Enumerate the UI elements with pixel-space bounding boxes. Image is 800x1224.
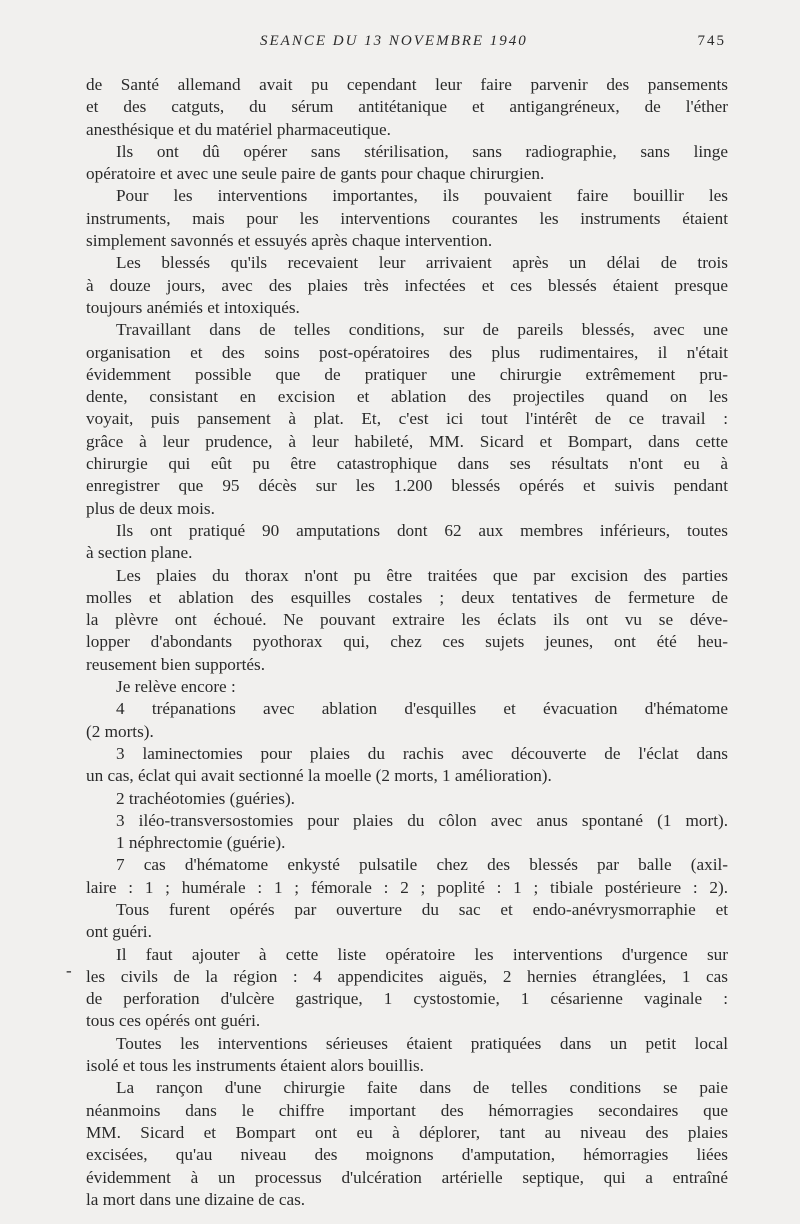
text-line: simplement savonnés et essuyés après chaque intervention.	[86, 231, 493, 251]
text-line: 3 laminectomies pour plaies du rachis avec découverte de l'éclat dans	[116, 743, 728, 763]
text-line: un cas, éclat qui avait sectionné la moelle (2 morts, 1 amélioration).	[86, 766, 552, 786]
text-line: de Santé allemand avait pu cependant leur faire parvenir des pansements	[86, 75, 728, 94]
text-line: 2 trachéotomies (guéries).	[116, 788, 295, 808]
text-line: voyait, puis pansement à plat. Et, c'est ici tout l'intérêt de ce travail :	[86, 409, 728, 429]
text-line: (2 morts).	[86, 721, 154, 741]
text-line: de perforation d'ulcère gastrique, 1 cystostomie, 1 césarienne vaginale :	[86, 989, 728, 1009]
text-line: Il faut ajouter à cette liste opératoire les interventions d'urgence sur	[116, 944, 728, 964]
text-line: la mort dans une dizaine de cas.	[86, 1189, 306, 1209]
text-line: anesthésique et du matériel pharmaceutique.	[86, 119, 391, 139]
text-line: évidemment possible que de pratiquer une chirurgie extrêmement pru-	[86, 364, 728, 384]
running-header	[86, 33, 726, 55]
text-line: les civils de la région : 4 appendicites aiguës, 2 hernies étranglées, 1 cas	[86, 966, 728, 986]
text-line: lopper d'abondants pyothorax qui, chez ces sujets jeunes, ont été heu-	[86, 632, 728, 652]
text-line: dente, consistant en excision et ablation des projectiles quand on les	[86, 387, 728, 407]
text-line: 1 néphrectomie (guérie).	[116, 833, 286, 853]
margin-mark: -	[66, 961, 72, 980]
text-line: ont guéri.	[86, 922, 152, 942]
text-line: toujours anémiés et intoxiqués.	[86, 297, 300, 317]
text-line: Les plaies du thorax n'ont pu être traitées que par excision des parties	[116, 565, 728, 585]
body-text	[86, 74, 728, 1211]
text-line: laire : 1 ; humérale : 1 ; fémorale : 2 ; poplité : 1 ; tibiale postérieure : 2).	[86, 877, 728, 897]
text-line: reusement bien supportés.	[86, 654, 265, 674]
text-line: enregistrer que 95 décès sur les 1.200 blessés opérés et suivis pendant	[86, 476, 728, 496]
text-line: Je relève encore :	[116, 677, 236, 697]
text-line: Travaillant dans de telles conditions, sur de pareils blessés, avec une	[116, 320, 728, 340]
text-line: Les blessés qu'ils recevaient leur arrivaient après un délai de trois	[116, 253, 728, 273]
text-line: la plèvre ont échoué. Ne pouvant extraire les éclats ils ont vu se déve-	[86, 610, 728, 630]
text-line: néanmoins dans le chiffre important des hémorragies secondaires que	[86, 1100, 728, 1120]
text-line: La rançon d'une chirurgie faite dans de telles conditions se paie	[116, 1078, 728, 1098]
text-line: Tous furent opérés par ouverture du sac et endo-anévrysmorraphie et	[116, 899, 728, 919]
text-line: chirurgie qui eût pu être catastrophique dans ses résultats n'ont eu à	[86, 454, 728, 474]
header-title: SEANCE DU 13 NOVEMBRE 1940	[260, 33, 528, 49]
text-line: organisation et des soins post-opératoires des plus rudimentaires, il n'était	[86, 342, 728, 362]
text-line: grâce à leur prudence, à leur habileté, MM. Sicard et Bompart, dans cette	[86, 431, 728, 451]
text-line: Ils ont dû opérer sans stérilisation, sans radiographie, sans linge	[116, 141, 728, 161]
text-line: à douze jours, avec des plaies très infectées et ces blessés étaient presque	[86, 275, 728, 295]
text-line: 4 trépanations avec ablation d'esquilles et évacuation d'hématome	[116, 699, 728, 719]
page-number: 745	[697, 33, 726, 49]
text-line: plus de deux mois.	[86, 498, 215, 518]
text-line: Toutes les interventions sérieuses étaient pratiquées dans un petit local	[116, 1033, 728, 1053]
text-line: évidemment à un processus d'ulcération artérielle septique, qui a entraîné	[86, 1167, 728, 1187]
text-line: instruments, mais pour les interventions courantes les instruments étaient	[86, 208, 728, 228]
text-line: opératoire et avec une seule paire de gants pour chaque chirurgien.	[86, 164, 545, 184]
text-line: MM. Sicard et Bompart ont eu à déplorer, tant au niveau des plaies	[86, 1122, 728, 1142]
text-line: molles et ablation des esquilles costales ; deux tentatives de fermeture de	[86, 587, 728, 607]
text-line: excisées, qu'au niveau des moignons d'amputation, hémorragies liées	[86, 1145, 728, 1165]
text-line: et des catguts, du sérum antitétanique et antigangréneux, de l'éther	[86, 97, 728, 117]
text-line: à section plane.	[86, 543, 193, 563]
text-line: 7 cas d'hématome enkysté pulsatile chez des blessés par balle (axil-	[116, 855, 728, 875]
text-line: 3 iléo-transversostomies pour plaies du côlon avec anus spontané (1 mort).	[116, 810, 728, 830]
text-line: Pour les interventions importantes, ils pouvaient faire bouillir les	[116, 186, 728, 206]
text-line: tous ces opérés ont guéri.	[86, 1011, 261, 1031]
text-line: isolé et tous les instruments étaient alors bouillis.	[86, 1056, 424, 1076]
text-line: Ils ont pratiqué 90 amputations dont 62 aux membres inférieurs, toutes	[116, 520, 728, 540]
